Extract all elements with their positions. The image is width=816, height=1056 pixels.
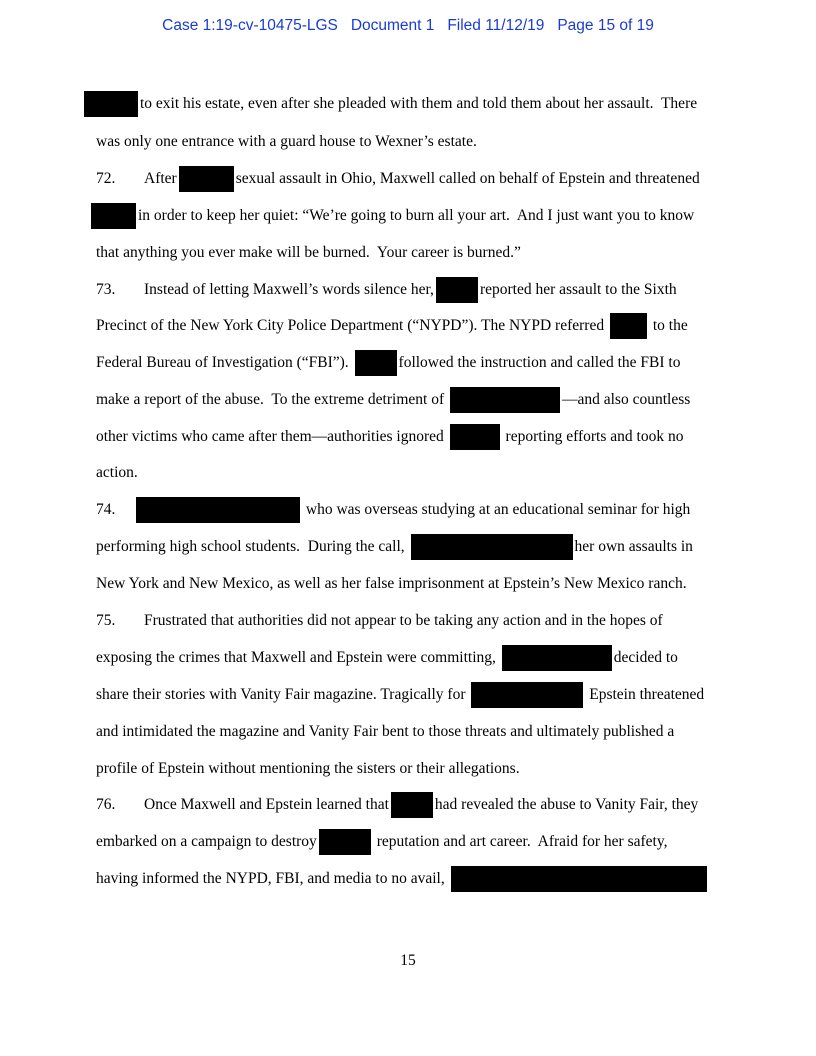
paragraph-number: 76. xyxy=(96,796,116,813)
redaction xyxy=(436,277,478,303)
text-line: profile of Epstein without mentioning the sisters or their allegations. xyxy=(96,760,520,777)
paragraph-76: 76. Once Maxwell and Epstein learned that had revealed the abuse to Vanity Fair, they xyxy=(96,794,698,816)
text-line: that anything you ever make will be burned. Your career is burned.” xyxy=(96,244,521,261)
text-line: and intimidated the magazine and Vanity Fair bent to those threats and ultimately published a xyxy=(96,723,675,740)
redaction xyxy=(411,534,573,560)
redaction xyxy=(450,387,560,413)
paragraph-number: 74. xyxy=(96,501,116,518)
redaction xyxy=(319,829,371,855)
filed-date: Filed 11/12/19 xyxy=(447,17,545,34)
page-number: 15 xyxy=(400,952,416,969)
text-line: other victims who came after them—authorities ignored reporting efforts and took no xyxy=(96,426,683,448)
text-line: exposing the crimes that Maxwell and Epstein were committing, decided to xyxy=(96,647,678,669)
redaction xyxy=(355,350,397,376)
text-line: in order to keep her quiet: “We’re going to burn all your art. And I just want you to know xyxy=(91,205,694,227)
text-line: embarked on a campaign to destroy reputation and art career. Afraid for her safety, xyxy=(96,831,667,853)
text-line: performing high school students. During the call, her own assaults in xyxy=(96,536,693,558)
text-line: to exit his estate, even after she pleaded with them and told them about her assault. There xyxy=(84,93,697,115)
redaction xyxy=(84,91,138,117)
redaction xyxy=(610,313,647,339)
paragraph-75: 75. Frustrated that authorities did not appear to be taking any action and in the hopes of xyxy=(96,610,663,632)
paragraph-number: 73. xyxy=(96,281,116,298)
text-line: action. xyxy=(96,464,138,481)
document-number: Document 1 xyxy=(350,17,435,34)
redaction xyxy=(471,682,583,708)
redaction xyxy=(91,203,136,229)
case-header xyxy=(0,17,816,35)
paragraph-number: 72. xyxy=(96,170,116,187)
text-line: was only one entrance with a guard house to Wexner’s estate. xyxy=(96,133,477,150)
text-line: Precinct of the New York City Police Department (“NYPD”). The NYPD referred to the xyxy=(96,315,688,337)
text-line: having informed the NYPD, FBI, and media to no avail, xyxy=(96,868,709,890)
redaction xyxy=(450,424,500,450)
redaction xyxy=(179,166,234,192)
case-number: Case 1:19-cv-10475-LGS xyxy=(162,17,338,34)
paragraph-72: 72. After sexual assault in Ohio, Maxwell called on behalf of Epstein and threatened xyxy=(96,168,700,190)
paragraph-number: 75. xyxy=(96,612,116,629)
text-line: make a report of the abuse. To the extreme detriment of —and also countless xyxy=(96,389,690,411)
text-line: New York and New Mexico, as well as her false imprisonment at Epstein’s New Mexico ranch. xyxy=(96,575,687,592)
paragraph-74: 74. who was overseas studying at an educational seminar for high xyxy=(96,499,690,521)
paragraph-73: 73. Instead of letting Maxwell’s words silence her, reported her assault to the Sixth xyxy=(96,279,677,301)
text-line: share their stories with Vanity Fair magazine. Tragically for Epstein threatened xyxy=(96,684,704,706)
text-line: Federal Bureau of Investigation (“FBI”). followed the instruction and called the FBI to xyxy=(96,352,680,374)
redaction xyxy=(391,792,433,818)
page-of: Page 15 of 19 xyxy=(557,17,654,34)
redaction xyxy=(502,645,612,671)
redaction xyxy=(136,497,300,523)
redaction xyxy=(451,866,707,892)
